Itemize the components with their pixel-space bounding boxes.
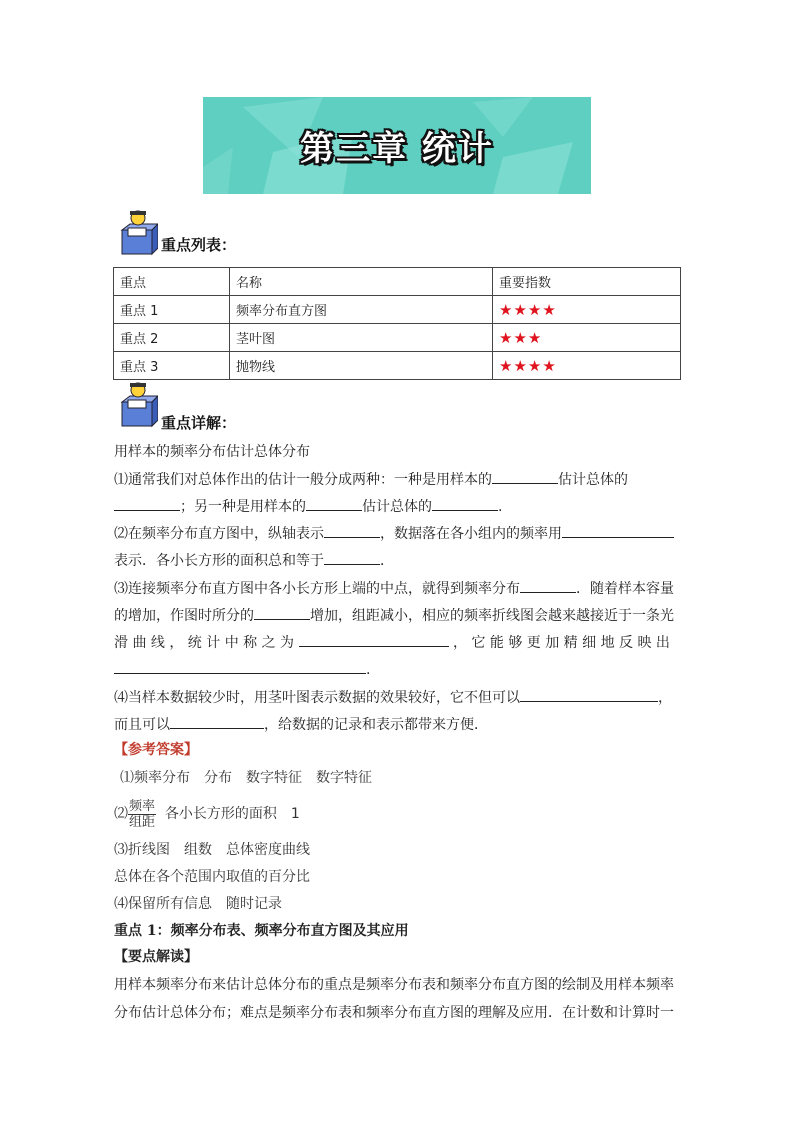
q3-text-e: 滑 曲 线 ， 统 计 中 称 之 为 [114,635,295,651]
key-points-table [113,267,681,380]
fraction [128,799,156,830]
question-3-line-1 [114,578,681,599]
row-name: 茎叶图 [230,324,493,352]
blank [432,496,498,511]
q4-text-c: 而且可以 [114,717,170,733]
question-2-line-2 [114,550,681,571]
answer-3b: 总体在各个范围内取值的百分比 [114,869,310,885]
q3-text-c: 的增加，作图时所分的 [114,608,254,624]
table-row [114,352,681,380]
blank [324,523,380,538]
q1-text-c: ；另一种是用样本的 [180,499,306,515]
q1-text-b: 估计总体的 [558,472,628,488]
blank [306,496,362,511]
q4-text-d: ，给数据的记录和表示都带来方便． [264,717,488,733]
question-3-line-3 [114,632,681,653]
row-key: 重点 3 [114,352,230,380]
question-1-line-2 [114,496,681,517]
question-3-line-2 [114,605,681,626]
q3-text-a: ⑶连接频率分布直方图中各小长方形上端的中点，就得到频率分布 [114,581,520,597]
blank [520,578,576,593]
answer-2-prefix: ⑵ [114,806,128,822]
blank [324,550,380,565]
table-row [114,324,681,352]
detail-heading: 重点详解： [161,414,237,432]
answer-4: ⑷保留所有信息 随时记录 [114,896,282,912]
student-reading-icon [118,380,158,428]
row-name: 抛物线 [230,352,493,380]
q2-text-a: ⑵在频率分布直方图中，纵轴表示 [114,526,324,542]
q1-end: . [498,499,503,515]
chapter-title: 第三章 统计 [300,129,494,169]
fraction-numerator: 频率 [129,798,156,814]
q3-text-b: ．随着样本容量 [576,581,674,597]
row-key: 重点 2 [114,324,230,352]
q2-text-c: 表示．各小长方形的面积总和等于 [114,553,324,569]
row-stars: ★★★★ [493,296,681,324]
row-name: 频率分布直方图 [230,296,493,324]
point-1-paragraph-line-1: 用样本频率分布来估计总体分布的重点是频率分布表和频率分布直方图的绘制及用样本频率 [114,977,674,993]
row-stars: ★★★ [493,324,681,352]
q4-text-a: ⑷当样本数据较少时，用茎叶图表示数据的效果较好，它不但可以 [114,690,520,706]
blank [299,632,449,647]
answer-1: ⑴频率分布 分布 数字特征 数字特征 [120,770,372,786]
question-4-line-2 [114,714,681,735]
q3-text-f: ， 它 能 够 更 加 精 细 地 反 映 出 [452,635,670,651]
q2-text-b: ，数据落在各小组内的频率用 [380,526,562,542]
row-key: 重点 1 [114,296,230,324]
question-4-line-1 [114,687,681,708]
point-1-subtitle: 【要点解读】 [114,949,198,965]
fraction-denominator: 组距 [129,814,156,830]
q4-text-b: ， [658,690,672,706]
q1-text-a: ⑴通常我们对总体作出的估计一般分成两种：一种是用样本的 [114,472,492,488]
question-3-line-4 [114,659,681,680]
point-1-title: 重点 1：频率分布表、频率分布直方图及其应用 [114,923,409,939]
blank [170,714,264,729]
blank [114,659,366,674]
blank [254,605,310,620]
answer-3: ⑶折线图 组数 总体密度曲线 [114,842,310,858]
answer-2 [114,796,681,832]
row-stars: ★★★★ [493,352,681,380]
question-1-line-1 [114,469,681,490]
chapter-banner [203,97,591,194]
header-cell: 重点 [114,268,230,296]
table-header-row [114,268,681,296]
q1-text-d: 估计总体的 [362,499,432,515]
answer-2-rest: 各小长方形的面积 1 [164,806,300,822]
student-reading-icon [118,208,158,256]
q2-end: ． [380,553,394,569]
blank [562,523,674,538]
point-1-paragraph-line-2: 分布估计总体分布；难点是频率分布表和频率分布直方图的理解及应用．在计数和计算时一 [114,1005,674,1021]
blank [520,687,658,702]
blank [492,469,558,484]
detail-title: 用样本的频率分布估计总体分布 [114,444,310,460]
table-row [114,296,681,324]
question-2-line-1 [114,523,681,544]
header-cell: 重要指数 [493,268,681,296]
list-heading: 重点列表： [161,236,237,254]
q3-end: . [366,662,371,678]
blank [114,496,180,511]
q3-text-d: 增加，组距减小，相应的频率折线图会越来越接近于一条光 [310,608,674,624]
answer-title: 【参考答案】 [114,742,198,758]
header-cell: 名称 [230,268,493,296]
